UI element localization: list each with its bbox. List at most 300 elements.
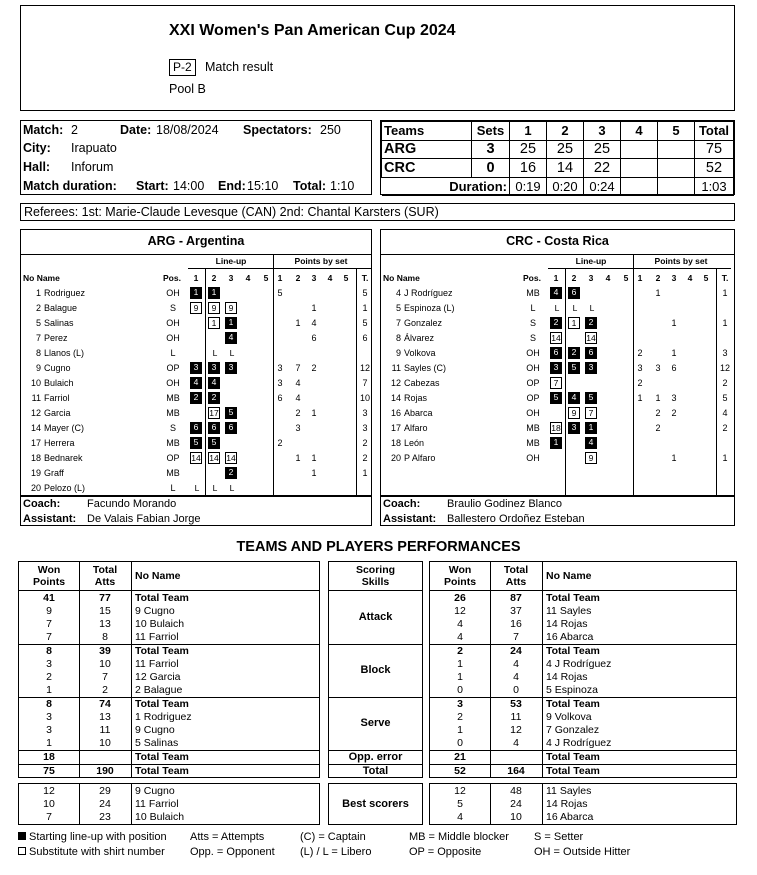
set-points: 6 [277,393,283,403]
roster-arg [20,229,372,496]
roster-row [381,391,734,406]
player-total: 10 [359,393,370,403]
legend-libero: (L) / L = Libero [300,846,372,858]
player-number: 10 [30,378,41,388]
end-time: 15:10 [247,179,279,193]
lineup-starter: 2 [225,467,237,479]
total-atts: 0 [513,684,519,696]
player-name: Total Team [546,751,600,763]
total-label: Total: [293,179,327,193]
player-total: 1 [362,303,368,313]
skill-label: Serve [360,717,391,729]
city-value: Irapuato [71,141,117,155]
hall-value: Inforum [71,160,114,174]
perf-row [19,618,319,631]
no-name-header: No Name [546,570,592,582]
won-points: 2 [457,645,463,657]
player-name: 16 Abarca [546,631,594,643]
lineup-libero: L [589,303,595,313]
won-points: 9 [46,605,52,617]
won-points: 0 [457,737,463,749]
roster-rule [21,254,371,255]
total-atts: 87 [510,592,522,604]
player-name: Cugno [44,363,71,373]
won-points: 4 [457,631,463,643]
set-score [621,140,658,159]
set-points: 3 [671,393,677,403]
sets-won: 0 [472,159,510,178]
player-total: 1 [722,318,728,328]
perf-row [19,684,319,697]
player-name: Total Team [135,698,189,710]
won-points: 8 [46,698,52,710]
divider [329,697,422,698]
set-points: 1 [295,318,301,328]
perf-row [430,645,736,658]
perf-row [430,658,736,671]
player-total: 1 [722,288,728,298]
total-atts: 10 [99,658,111,670]
player-name: 14 Rojas [546,671,588,683]
total-points: 75 [695,140,734,159]
player-position: L [170,348,176,358]
player-name: 16 Abarca [546,811,594,823]
legend-captain: (C) = Captain [300,831,366,843]
player-total: 2 [722,378,728,388]
roster-row [381,361,734,376]
won-points: 7 [46,631,52,643]
best-scorers-crc [429,783,737,825]
no-name-header: No Name [135,570,181,582]
lineup-substitute: 14 [209,453,219,463]
player-total: 12 [359,363,370,373]
team-name: CRC - Costa Rica [506,234,609,248]
player-number: 5 [35,318,41,328]
won-points: 26 [454,592,466,604]
player-number: 7 [395,318,401,328]
assistant-label: Assistant: [383,513,437,525]
lineup-substitute: 1 [568,317,580,329]
player-position: OP [166,453,180,463]
player-number: 2 [35,303,41,313]
total-atts: 10 [510,811,522,823]
set-duration: 0:24 [584,177,621,196]
total-atts: 4 [513,737,519,749]
lineup-set-header: 4 [245,273,251,283]
player-number: 16 [390,408,401,418]
roster-row [21,331,371,346]
match-number: 2 [71,123,78,137]
end-label: End: [218,179,246,193]
won-points: 4 [457,618,463,630]
lineup-header: Line-up [215,256,247,266]
lineup-starter: 4 [568,392,580,404]
lineup-starter: 3 [568,422,580,434]
perf-table-crc [429,561,737,778]
pbs-set-header: 5 [343,273,349,283]
best-scorer-row [430,798,736,811]
player-number: 17 [390,423,401,433]
perf-row [19,592,319,605]
lineup-starter: 3 [550,362,562,374]
page-title: XXI Women's Pan American Cup 2024 [169,22,456,39]
atts-header: Atts [94,576,116,588]
player-name: 11 Farriol [135,798,179,810]
best-scorer-row [430,785,736,798]
lineup-substitute: 14 [586,333,596,343]
won-header: Won [37,564,61,576]
sets-won: 3 [472,140,510,159]
team-name: ARG - Argentina [147,234,245,248]
player-position: MB [166,438,180,448]
roster-row [381,421,734,436]
total-atts: 24 [510,645,522,657]
total-atts: 48 [510,785,522,797]
player-name: Volkova [404,348,436,358]
player-number: 19 [30,468,41,478]
best-scorer-row [430,811,736,824]
player-total: 5 [722,393,728,403]
pbs-set-header: 1 [277,273,283,283]
lineup-libero: L [194,483,200,493]
lineup-header: Line-up [575,256,607,266]
perf-row [19,711,319,724]
roster-row [21,406,371,421]
player-number: 12 [390,378,401,388]
player-name: Álvarez [404,333,435,343]
referees-line: Referees: 1st: Marie-Claude Levesque (CAN) 2nd: Chantal Karsters (SUR) [20,203,735,221]
set-points: 2 [295,408,301,418]
pbs-set-header: 2 [655,273,661,283]
lineup-substitute: 9 [568,407,580,419]
team-code: ARG [382,140,472,159]
lineup-starter: 6 [585,347,597,359]
lineup-libero: L [229,348,235,358]
won-points: 3 [46,658,52,670]
player-name: Total Team [546,698,600,710]
roster-row [21,436,371,451]
player-position: OP [526,393,540,403]
legend-opp: Opp. = Opponent [190,846,275,858]
won-points: 1 [457,724,463,736]
lineup-substitute: 14 [191,453,201,463]
roster-row [381,286,734,301]
duration-total: 1:03 [695,177,734,196]
lineup-starter: 4 [225,332,237,344]
player-total: 12 [719,363,730,373]
won-points: 2 [46,671,52,683]
player-position: OH [526,363,540,373]
set-points: 6 [671,363,677,373]
lineup-libero: L [212,483,218,493]
roster-row [381,376,734,391]
best-scorer-row [19,798,319,811]
lineup-set-header: 1 [553,273,559,283]
perf-row [430,605,736,618]
roster-row [381,451,734,466]
set-score: 16 [510,159,547,178]
score-header-set1: 1 [510,122,547,141]
player-position: OP [166,363,180,373]
lineup-starter: 2 [568,347,580,359]
perf-row [19,737,319,750]
player-name: Garcia [44,408,71,418]
skill-label: Opp. error [348,751,403,763]
roster-row [381,406,734,421]
player-name: Balague [44,303,78,313]
player-name: Salinas [44,318,74,328]
set-score: 14 [547,159,584,178]
lineup-substitute: 18 [551,423,561,433]
opp-error-row [19,751,319,764]
lineup-starter: 6 [190,422,202,434]
player-total: 7 [362,378,368,388]
set-points: 7 [295,363,301,373]
divider [329,644,422,645]
player-position: MB [526,423,540,433]
set-points: 2 [637,378,643,388]
points-header: Points [32,576,66,588]
roster-row [21,301,371,316]
total-atts: 7 [513,631,519,643]
player-name: 11 Sayles [546,605,592,617]
player-name: Pelozo (L) [44,483,86,493]
player-position: OP [526,378,540,388]
won-points: 1 [457,658,463,670]
player-position: MB [166,408,180,418]
set-duration: 0:19 [510,177,547,196]
player-number: 1 [35,288,41,298]
player-total: 2 [722,423,728,433]
total-row [430,765,736,778]
player-number: 8 [35,348,41,358]
start-label: Start: [136,179,169,193]
lineup-substitute: 14 [551,333,561,343]
hall-label: Hall: [23,160,51,174]
player-name: Mayer (C) [44,423,84,433]
player-position: OH [526,453,540,463]
best-scorer-row [19,785,319,798]
player-position: OH [526,348,540,358]
duration-label: Match duration: [23,179,117,193]
total-atts: 15 [99,605,111,617]
won-points: 1 [46,684,52,696]
coach-label: Coach: [383,498,421,510]
lineup-starter: 2 [190,392,202,404]
lineup-starter: 1 [585,422,597,434]
lineup-starter: 1 [225,317,237,329]
player-number: 11 [391,363,401,373]
total-atts: 13 [99,711,111,723]
lineup-starter: 3 [208,362,220,374]
player-name: 4 J Rodríguez [546,737,612,749]
lineup-starter: 4 [190,377,202,389]
lineup-substitute: 17 [209,408,219,418]
set-points: 3 [295,423,301,433]
perf-table-arg [18,561,320,778]
lineup-set-header: 5 [263,273,269,283]
set-points: 2 [655,408,661,418]
roster-row [21,481,371,496]
lineup-substitute: 9 [585,452,597,464]
assistant-label: Assistant: [23,513,77,525]
lineup-starter: 3 [190,362,202,374]
player-name: 9 Cugno [135,785,175,797]
legend-setter: S = Setter [534,831,584,843]
player-position: S [169,303,176,313]
lineup-starter: 2 [585,317,597,329]
player-position: MB [166,393,180,403]
player-name: Total Team [546,765,600,777]
total-atts: 2 [102,684,108,696]
player-number: 7 [35,333,41,343]
won-points: 41 [43,592,55,604]
player-name: Perez [44,333,68,343]
set-points: 2 [311,363,317,373]
set-points: 2 [671,408,677,418]
lineup-set-header: 4 [605,273,611,283]
perf-row [19,698,319,711]
roster-row [21,316,371,331]
player-total: 3 [722,348,728,358]
player-name: J Rodríguez [404,288,453,298]
player-name: Rojas [404,393,428,403]
player-name: 11 Farriol [135,658,179,670]
won-points: 2 [457,711,463,723]
legend-substitute: Substitute with shirt number [18,846,165,858]
spectators-label: Spectators: [243,123,312,137]
set-score [658,159,695,178]
lineup-set-header: 3 [588,273,594,283]
won-points: 52 [454,765,466,777]
assistant-name: De Valais Fabian Jorge [87,513,201,525]
pbs-set-header: 1 [637,273,643,283]
set-points: 1 [671,318,677,328]
player-name: 11 Farriol [135,631,179,643]
lineup-starter: 5 [550,392,562,404]
player-total: 3 [362,423,368,433]
player-number: 9 [395,348,401,358]
coach-name: Braulio Godinez Blanco [447,498,562,510]
total-atts: 164 [507,765,525,777]
player-name: 14 Rojas [546,798,588,810]
total-atts: 4 [513,671,519,683]
set-points: 1 [295,453,301,463]
pool-label: Pool B [169,82,206,96]
lineup-starter: 1 [190,287,202,299]
lineup-starter: 2 [550,317,562,329]
scoring-header: Scoring [355,564,396,576]
perf-row [430,724,736,737]
player-name: 1 Rodriguez [135,711,192,723]
lineup-set-header: 5 [623,273,629,283]
total-atts: 12 [510,724,522,736]
player-position: OH [166,288,180,298]
player-name: 9 Cugno [135,605,175,617]
won-points: 12 [454,605,466,617]
perf-row [430,711,736,724]
perf-row [19,645,319,658]
player-name: Rodriguez [44,288,86,298]
perf-row [19,605,319,618]
lineup-starter: 5 [568,362,580,374]
lineup-starter: 4 [585,437,597,449]
legend-mb: MB = Middle blocker [409,831,509,843]
set-points: 1 [671,348,677,358]
player-total: 1 [722,453,728,463]
lineup-set-header: 2 [211,273,217,283]
perf-skills [328,561,423,778]
roster-row [21,361,371,376]
player-total: 5 [362,318,368,328]
lineup-libero: L [572,303,578,313]
player-number: 4 [395,288,401,298]
perf-row [430,737,736,750]
coach-name: Facundo Morando [87,498,177,510]
pos-header: Pos. [523,273,541,283]
player-total: 5 [362,288,368,298]
assistant-name: Ballestero Ordoñez Esteban [447,513,585,525]
total-atts: 29 [99,785,111,797]
player-name: P Alfaro [404,453,436,463]
won-points: 75 [43,765,55,777]
roster-row [381,346,734,361]
spectators-value: 250 [320,123,341,137]
score-header-teams: Teams [382,122,472,141]
total-atts: 190 [96,765,114,777]
player-position: S [169,423,176,433]
perf-row [430,698,736,711]
player-name: 12 Garcia [135,671,181,683]
won-points: 5 [457,798,463,810]
player-position: OH [526,408,540,418]
player-name: 14 Rojas [546,618,588,630]
points-header: Points [443,576,477,588]
skill-label: Block [360,664,391,676]
roster-row [21,466,371,481]
score-header-sets: Sets [472,122,510,141]
set-points: 1 [637,393,643,403]
player-name: Sayles (C) [404,363,447,373]
roster-row [381,331,734,346]
player-name: Total Team [546,592,600,604]
legend-starter: Starting line-up with position [18,831,167,843]
player-number: 5 [395,303,401,313]
player-position: S [529,318,536,328]
lineup-rule [188,268,274,269]
player-name: Total Team [546,645,600,657]
total-atts: 24 [510,798,522,810]
score-header-set3: 3 [584,122,621,141]
set-points: 4 [311,318,317,328]
score-header-set5: 5 [658,122,695,141]
player-number: 17 [30,438,41,448]
player-name: Llanos (L) [44,348,85,358]
set-points: 1 [655,288,661,298]
total-points: 52 [695,159,734,178]
total-atts: 23 [99,811,111,823]
lineup-set-header: 3 [228,273,234,283]
set-score: 22 [584,159,621,178]
pbs-set-header: 5 [703,273,709,283]
roster-row [21,421,371,436]
set-points: 1 [311,468,317,478]
player-name: Abarca [404,408,433,418]
total-atts: 77 [99,592,111,604]
lineup-starter: 6 [568,287,580,299]
perf-row [19,658,319,671]
set-points: 2 [277,438,283,448]
